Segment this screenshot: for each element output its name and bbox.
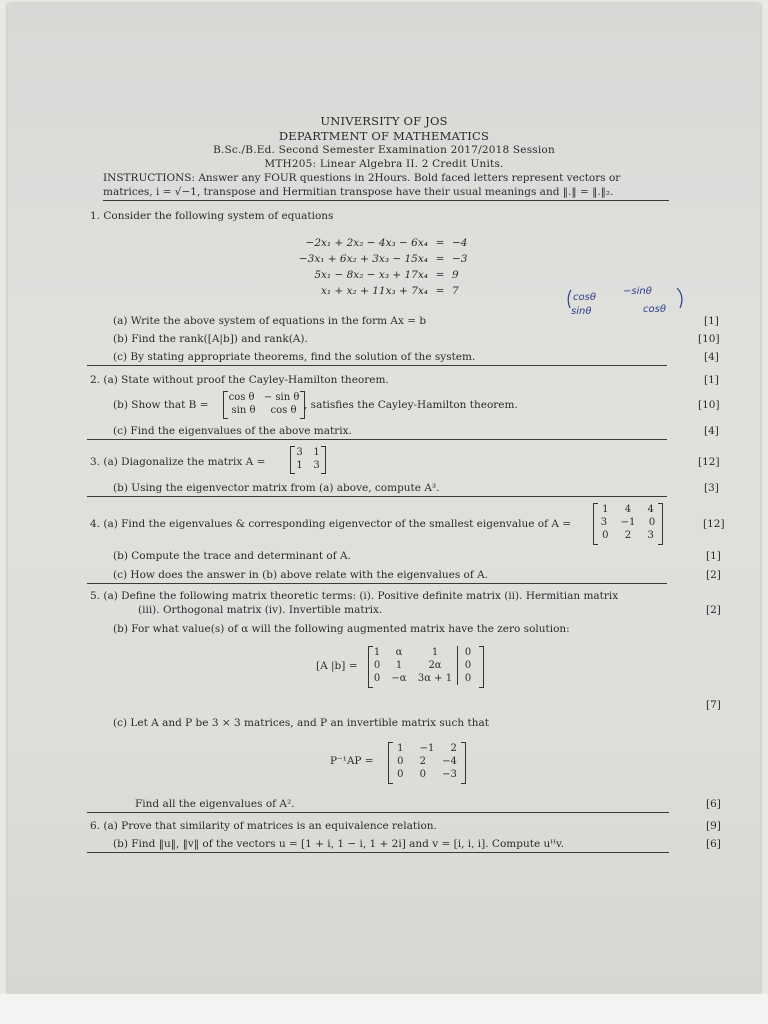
q1-divider [87,365,667,366]
instructions-line-1: INSTRUCTIONS: Answer any FOUR questions in 2Hours. Bold faced letters represent vectors or [103,172,621,184]
q5-part-c-question: Find all the eigenvalues of A². [135,798,295,810]
matrix-row [594,503,662,516]
matrix-cell: −1 [419,743,435,754]
matrix-cell: 0 [648,517,656,528]
q2-part-c: (c) Find the eigenvalues of the above matrix. [113,425,352,437]
matrix-cell: 2α [428,660,442,671]
augmented-matrix [368,646,484,688]
exam-title: B.Sc./B.Ed. Second Semester Examination 2017/2018 Session [213,144,555,156]
matrix-row [291,459,325,472]
matrix-cell: −4 [442,756,457,767]
matrix-p-inv-ap [388,742,466,784]
q3-part-a-prefix: 3. (a) Diagonalize the matrix A = [90,456,266,468]
matrix-cell: 2 [450,743,457,754]
matrix-cell: cos θ [228,392,255,403]
equation-rhs: 9 [452,269,459,281]
matrix-cell: − sin θ [263,392,300,403]
q6-a-mark: [9] [706,820,721,832]
q3-part-b: (b) Using the eigenvector matrix from (a) above, compute A³. [113,482,440,494]
matrix-cell: 3 [313,460,320,471]
matrix-cell: 2 [419,756,426,767]
matrix-row [389,768,465,781]
equation-rhs: 7 [452,285,459,297]
matrix-cell: 3 [600,517,608,528]
matrix-row [224,391,304,404]
equation-lhs: −3x₁ + 6x₂ + 3x₃ − 15x₄ [298,253,428,265]
matrix-cell: 4 [647,504,654,515]
equation-lhs: 5x₁ − 8x₂ − x₃ + 17x₄ [314,269,428,281]
q2-b-mark: [10] [698,399,720,411]
q6-part-a: 6. (a) Prove that similarity of matrices is an equivalence relation. [90,820,437,832]
matrix-row [369,659,483,672]
equation-row [288,237,488,253]
q2-a-mark: [1] [704,374,719,386]
q1-equation-system [288,237,488,301]
matrix-cell: −α [391,673,407,684]
equation-sign: = [435,253,445,265]
q4-part-a-prefix: 4. (a) Find the eigenvalues & corresponding eigenvector of the smallest eigenvalue of A = [90,518,572,530]
q5-b-label: [A |b] = [316,660,358,672]
q2-part-b-suffix: , satisfies the Cayley-Hamilton theorem. [304,399,518,411]
q5-c-label: P⁻¹AP = [330,755,374,767]
matrix-cell: 1 [313,447,320,458]
equation-rhs: −3 [452,253,468,265]
matrix-a-q4 [593,503,663,545]
q2-part-b-prefix: (b) Show that B = [113,399,209,411]
matrix-cell: 3 [296,447,303,458]
q5-part-b: (b) For what value(s) of α will the following augmented matrix have the zero solution: [113,623,570,635]
equation-lhs: −2x₁ + 2x₂ − 4x₃ − 6x₄ [305,237,428,249]
equation-sign: = [435,269,445,281]
matrix-cell: 0 [457,659,478,672]
q4-part-c: (c) How does the answer in (b) above relate with the eigenvalues of A. [113,569,489,581]
q3-a-mark: [12] [698,456,720,468]
q1-part-c: (c) By stating appropriate theorems, find the solution of the system. [113,351,476,363]
matrix-row [594,516,662,529]
matrix-row [224,404,304,417]
equation-row [288,253,488,269]
matrix-cell: 0 [602,530,609,541]
q5-divider [87,812,669,813]
handwritten-cos-2: cosθ [643,304,666,315]
matrix-cell: 1 [602,504,609,515]
matrix-row [369,646,483,659]
matrix-cell: 3α + 1 [417,673,453,684]
equation-sign: = [435,285,445,297]
q4-b-mark: [1] [706,550,721,562]
handwritten-neg-sin: −sinθ [623,286,652,297]
q1-c-mark: [4] [704,351,719,363]
q5-part-c: (c) Let A and P be 3 × 3 matrices, and P an invertible matrix such that [113,717,489,729]
header-divider [103,200,669,201]
matrix-row [389,755,465,768]
handwritten-cos: cosθ [573,292,596,303]
q4-c-mark: [2] [706,569,721,581]
matrix-cell: 0 [397,769,404,780]
q5-a-mark: [2] [706,604,721,616]
university-title: UNIVERSITY OF JOS [320,114,448,128]
q6-part-b: (b) Find ‖u‖, ‖v‖ of the vectors u = [1 + i, 1 − i, 1 + 2i] and v = [i, i, i]. Compute uᴴv. [113,838,565,850]
matrix-cell: α [395,647,403,658]
equation-lhs: x₁ + x₂ + 11x₃ + 7x₄ [321,285,428,297]
matrix-cell: 0 [373,660,381,671]
handwritten-sin: sinθ [571,306,592,317]
matrix-row [594,529,662,542]
matrix-row [389,742,465,755]
q5-b-mark: [7] [706,699,721,711]
q3-divider [87,496,667,497]
matrix-cell: 1 [395,660,403,671]
equation-rhs: −4 [452,237,468,249]
q2-c-mark: [4] [704,425,719,437]
q4-part-b: (b) Compute the trace and determinant of A. [113,550,351,562]
matrix-row [291,446,325,459]
handwritten-note [565,284,690,324]
matrix-cell: 1 [296,460,303,471]
q1-part-b: (b) Find the rank([A|b]) and rank(A). [113,333,308,345]
matrix-cell: 1 [373,647,381,658]
background-band [0,994,768,1024]
matrix-cell: 0 [397,756,404,767]
equation-row [288,269,488,285]
matrix-cell: 4 [624,504,632,515]
matrix-cell: −1 [620,517,636,528]
matrix-cell: 0 [457,646,478,659]
department-title: DEPARTMENT OF MATHEMATICS [278,129,490,143]
q1-a-mark: [1] [704,315,719,327]
q5-part-a-line1: 5. (a) Define the following matrix theoretic terms: (i). Positive definite matrix (ii). Hermitian matrix [90,590,619,602]
q6-b-mark: [6] [706,838,721,850]
q4-a-mark: [12] [703,518,725,530]
q5-part-a-line2: (iii). Orthogonal matrix (iv). Invertible matrix. [138,604,383,616]
q3-b-mark: [3] [704,482,719,494]
matrix-cell: −3 [442,769,457,780]
matrix-cell: 0 [373,673,381,684]
matrix-cell: cos θ [270,405,297,416]
matrix-cell: 0 [457,672,478,685]
equation-sign: = [435,237,445,249]
equation-row [288,285,488,301]
q6-divider [87,852,669,853]
q1-b-mark: [10] [698,333,720,345]
q4-divider [87,583,667,584]
instructions-line-2: matrices, i = √−1, transpose and Hermitian transpose have their usual meanings and ‖.‖ = ‖.‖₂. [103,186,614,198]
matrix-cell: 1 [431,647,439,658]
q1-part-a: (a) Write the above system of equations in the form Ax = b [113,315,427,327]
q5-c-mark: [6] [706,798,721,810]
matrix-a-q3 [290,446,326,474]
course-title: MTH205: Linear Algebra II. 2 Credit Units. [264,158,504,170]
q1-stem: 1. Consider the following system of equations [90,210,334,222]
matrix-b [223,391,305,419]
matrix-cell: 0 [419,769,426,780]
matrix-cell: sin θ [231,405,256,416]
q2-divider [87,439,667,440]
q2-part-a: 2. (a) State without proof the Cayley-Hamilton theorem. [90,374,389,386]
matrix-cell: 2 [624,530,632,541]
matrix-cell: 3 [647,530,654,541]
matrix-cell: 1 [397,743,404,754]
matrix-row [369,672,483,685]
